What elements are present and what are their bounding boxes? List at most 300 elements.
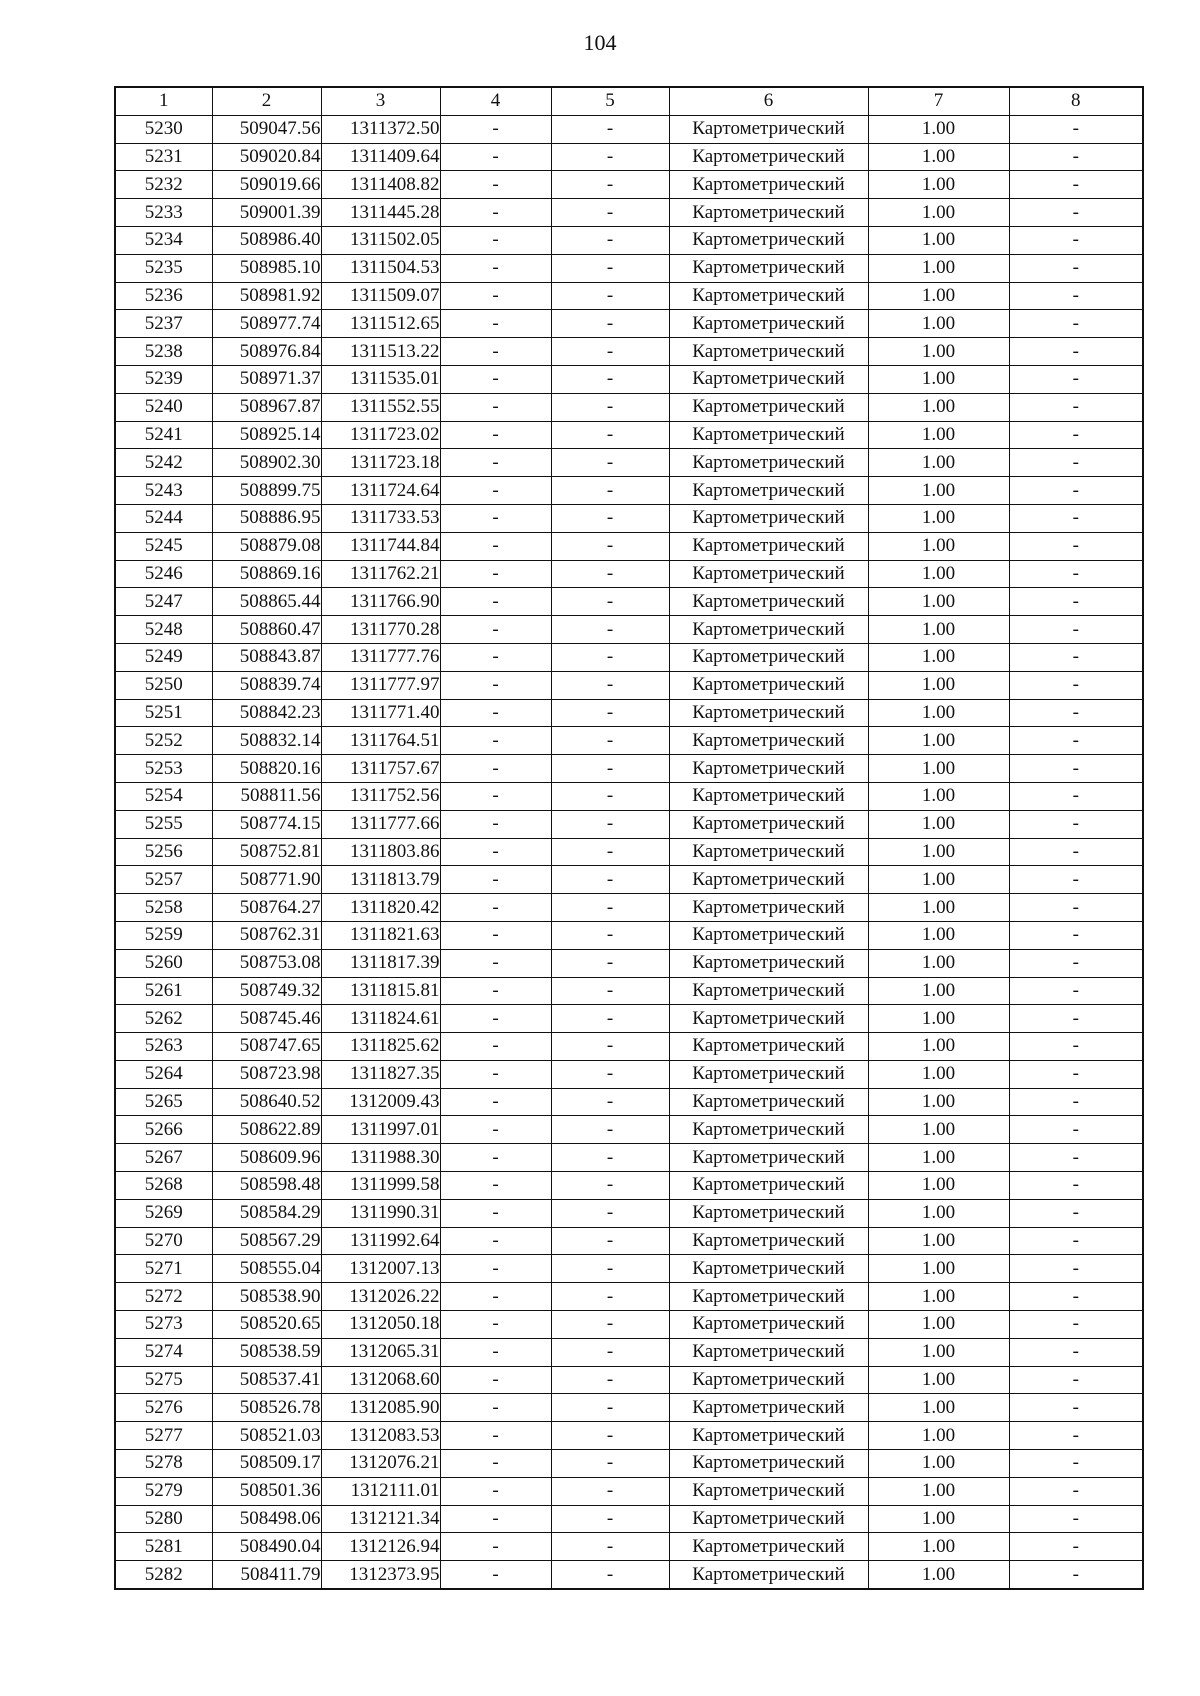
col-4-value-cell: - (440, 1366, 551, 1394)
column-header-5: 5 (551, 87, 669, 115)
x-coordinate-cell: 508521.03 (212, 1422, 321, 1450)
table-row (115, 1144, 1143, 1172)
x-coordinate-cell: 509019.66 (212, 171, 321, 199)
x-coordinate-cell: 508985.10 (212, 254, 321, 282)
x-coordinate-cell: 508598.48 (212, 1172, 321, 1200)
col-8-value-cell: - (1009, 171, 1143, 199)
col-4-value-cell: - (440, 171, 551, 199)
point-number-cell: 5273 (115, 1311, 212, 1339)
x-coordinate-cell: 508526.78 (212, 1394, 321, 1422)
col-4-value-cell: - (440, 921, 551, 949)
precision-cell: 1.00 (868, 782, 1009, 810)
col-5-value-cell: - (551, 755, 669, 783)
col-4-value-cell: - (440, 449, 551, 477)
precision-cell: 1.00 (868, 365, 1009, 393)
y-coordinate-cell: 1311997.01 (321, 1116, 440, 1144)
precision-cell: 1.00 (868, 1283, 1009, 1311)
method-cell: Картометрический (669, 1283, 868, 1311)
method-cell: Картометрический (669, 115, 868, 143)
point-number-cell: 5234 (115, 226, 212, 254)
col-4-value-cell: - (440, 143, 551, 171)
point-number-cell: 5279 (115, 1477, 212, 1505)
table-row (115, 1450, 1143, 1478)
precision-cell: 1.00 (868, 226, 1009, 254)
col-5-value-cell: - (551, 254, 669, 282)
col-4-value-cell: - (440, 1533, 551, 1561)
precision-cell: 1.00 (868, 616, 1009, 644)
x-coordinate-cell: 509020.84 (212, 143, 321, 171)
col-5-value-cell: - (551, 560, 669, 588)
col-5-value-cell: - (551, 449, 669, 477)
col-4-value-cell: - (440, 1422, 551, 1450)
col-4-value-cell: - (440, 199, 551, 227)
point-number-cell: 5239 (115, 365, 212, 393)
col-4-value-cell: - (440, 1116, 551, 1144)
x-coordinate-cell: 508555.04 (212, 1255, 321, 1283)
method-cell: Картометрический (669, 421, 868, 449)
col-8-value-cell: - (1009, 143, 1143, 171)
col-8-value-cell: - (1009, 1227, 1143, 1255)
x-coordinate-cell: 508745.46 (212, 1005, 321, 1033)
table-row (115, 1255, 1143, 1283)
col-5-value-cell: - (551, 727, 669, 755)
precision-cell: 1.00 (868, 1088, 1009, 1116)
x-coordinate-cell: 508981.92 (212, 282, 321, 310)
method-cell: Картометрический (669, 977, 868, 1005)
col-4-value-cell: - (440, 1283, 551, 1311)
x-coordinate-cell: 508977.74 (212, 310, 321, 338)
table-row (115, 894, 1143, 922)
y-coordinate-cell: 1311821.63 (321, 921, 440, 949)
precision-cell: 1.00 (868, 1366, 1009, 1394)
col-4-value-cell: - (440, 755, 551, 783)
col-8-value-cell: - (1009, 504, 1143, 532)
table-header-row (115, 87, 1143, 115)
point-number-cell: 5250 (115, 671, 212, 699)
table-row (115, 588, 1143, 616)
x-coordinate-cell: 508723.98 (212, 1060, 321, 1088)
col-8-value-cell: - (1009, 338, 1143, 366)
table-row (115, 949, 1143, 977)
precision-cell: 1.00 (868, 1533, 1009, 1561)
table-row (115, 1060, 1143, 1088)
table-row (115, 171, 1143, 199)
col-5-value-cell: - (551, 226, 669, 254)
point-number-cell: 5247 (115, 588, 212, 616)
method-cell: Картометрический (669, 671, 868, 699)
table-row (115, 699, 1143, 727)
method-cell: Картометрический (669, 699, 868, 727)
col-5-value-cell: - (551, 310, 669, 338)
method-cell: Картометрический (669, 1227, 868, 1255)
col-8-value-cell: - (1009, 1172, 1143, 1200)
col-8-value-cell: - (1009, 532, 1143, 560)
point-number-cell: 5270 (115, 1227, 212, 1255)
table-row (115, 643, 1143, 671)
method-cell: Картометрический (669, 226, 868, 254)
precision-cell: 1.00 (868, 393, 1009, 421)
y-coordinate-cell: 1311445.28 (321, 199, 440, 227)
precision-cell: 1.00 (868, 588, 1009, 616)
table-row (115, 504, 1143, 532)
y-coordinate-cell: 1312068.60 (321, 1366, 440, 1394)
point-number-cell: 5242 (115, 449, 212, 477)
col-5-value-cell: - (551, 1172, 669, 1200)
col-4-value-cell: - (440, 477, 551, 505)
point-number-cell: 5282 (115, 1561, 212, 1589)
col-8-value-cell: - (1009, 1116, 1143, 1144)
method-cell: Картометрический (669, 643, 868, 671)
x-coordinate-cell: 509001.39 (212, 199, 321, 227)
col-5-value-cell: - (551, 171, 669, 199)
col-5-value-cell: - (551, 1561, 669, 1589)
x-coordinate-cell: 508520.65 (212, 1311, 321, 1339)
table-row (115, 616, 1143, 644)
y-coordinate-cell: 1311509.07 (321, 282, 440, 310)
x-coordinate-cell: 508902.30 (212, 449, 321, 477)
col-8-value-cell: - (1009, 421, 1143, 449)
x-coordinate-cell: 508538.59 (212, 1338, 321, 1366)
x-coordinate-cell: 509047.56 (212, 115, 321, 143)
method-cell: Картометрический (669, 1311, 868, 1339)
y-coordinate-cell: 1311813.79 (321, 866, 440, 894)
table-row (115, 199, 1143, 227)
method-cell: Картометрический (669, 810, 868, 838)
col-4-value-cell: - (440, 1005, 551, 1033)
point-number-cell: 5252 (115, 727, 212, 755)
table-row (115, 1422, 1143, 1450)
method-cell: Картометрический (669, 1005, 868, 1033)
column-header-1: 1 (115, 87, 212, 115)
table-body (115, 115, 1143, 1589)
y-coordinate-cell: 1311724.64 (321, 477, 440, 505)
precision-cell: 1.00 (868, 532, 1009, 560)
table-row (115, 143, 1143, 171)
point-number-cell: 5281 (115, 1533, 212, 1561)
x-coordinate-cell: 508609.96 (212, 1144, 321, 1172)
y-coordinate-cell: 1311752.56 (321, 782, 440, 810)
col-4-value-cell: - (440, 810, 551, 838)
col-4-value-cell: - (440, 1561, 551, 1589)
point-number-cell: 5233 (115, 199, 212, 227)
col-8-value-cell: - (1009, 282, 1143, 310)
precision-cell: 1.00 (868, 199, 1009, 227)
x-coordinate-cell: 508752.81 (212, 838, 321, 866)
col-5-value-cell: - (551, 1227, 669, 1255)
precision-cell: 1.00 (868, 560, 1009, 588)
table-row (115, 1394, 1143, 1422)
method-cell: Картометрический (669, 254, 868, 282)
y-coordinate-cell: 1311513.22 (321, 338, 440, 366)
col-5-value-cell: - (551, 1199, 669, 1227)
precision-cell: 1.00 (868, 449, 1009, 477)
y-coordinate-cell: 1312126.94 (321, 1533, 440, 1561)
y-coordinate-cell: 1311502.05 (321, 226, 440, 254)
y-coordinate-cell: 1312373.95 (321, 1561, 440, 1589)
col-4-value-cell: - (440, 532, 551, 560)
y-coordinate-cell: 1311770.28 (321, 616, 440, 644)
col-5-value-cell: - (551, 1144, 669, 1172)
x-coordinate-cell: 508865.44 (212, 588, 321, 616)
table-row (115, 393, 1143, 421)
point-number-cell: 5260 (115, 949, 212, 977)
y-coordinate-cell: 1311762.21 (321, 560, 440, 588)
x-coordinate-cell: 508839.74 (212, 671, 321, 699)
col-4-value-cell: - (440, 727, 551, 755)
method-cell: Картометрический (669, 477, 868, 505)
col-4-value-cell: - (440, 1505, 551, 1533)
y-coordinate-cell: 1311512.65 (321, 310, 440, 338)
table-row (115, 1366, 1143, 1394)
table-row (115, 671, 1143, 699)
col-8-value-cell: - (1009, 1144, 1143, 1172)
column-header-4: 4 (440, 87, 551, 115)
col-8-value-cell: - (1009, 1505, 1143, 1533)
precision-cell: 1.00 (868, 477, 1009, 505)
y-coordinate-cell: 1311408.82 (321, 171, 440, 199)
method-cell: Картометрический (669, 393, 868, 421)
col-5-value-cell: - (551, 1366, 669, 1394)
col-8-value-cell: - (1009, 1311, 1143, 1339)
col-4-value-cell: - (440, 977, 551, 1005)
x-coordinate-cell: 508971.37 (212, 365, 321, 393)
page-number: 104 (583, 30, 617, 55)
col-5-value-cell: - (551, 282, 669, 310)
table-row (115, 1311, 1143, 1339)
precision-cell: 1.00 (868, 755, 1009, 783)
col-5-value-cell: - (551, 1422, 669, 1450)
col-4-value-cell: - (440, 1172, 551, 1200)
precision-cell: 1.00 (868, 1311, 1009, 1339)
method-cell: Картометрический (669, 310, 868, 338)
point-number-cell: 5235 (115, 254, 212, 282)
col-4-value-cell: - (440, 838, 551, 866)
point-number-cell: 5277 (115, 1422, 212, 1450)
col-4-value-cell: - (440, 504, 551, 532)
table-row (115, 1005, 1143, 1033)
col-8-value-cell: - (1009, 393, 1143, 421)
col-5-value-cell: - (551, 866, 669, 894)
precision-cell: 1.00 (868, 421, 1009, 449)
method-cell: Картометрический (669, 532, 868, 560)
method-cell: Картометрический (669, 171, 868, 199)
x-coordinate-cell: 508986.40 (212, 226, 321, 254)
precision-cell: 1.00 (868, 1227, 1009, 1255)
point-number-cell: 5280 (115, 1505, 212, 1533)
precision-cell: 1.00 (868, 1172, 1009, 1200)
col-5-value-cell: - (551, 1283, 669, 1311)
table-row (115, 560, 1143, 588)
col-8-value-cell: - (1009, 1477, 1143, 1505)
col-5-value-cell: - (551, 1505, 669, 1533)
precision-cell: 1.00 (868, 894, 1009, 922)
x-coordinate-cell: 508967.87 (212, 393, 321, 421)
col-8-value-cell: - (1009, 616, 1143, 644)
method-cell: Картометрический (669, 1033, 868, 1061)
y-coordinate-cell: 1312111.01 (321, 1477, 440, 1505)
method-cell: Картометрический (669, 1088, 868, 1116)
y-coordinate-cell: 1311999.58 (321, 1172, 440, 1200)
point-number-cell: 5276 (115, 1394, 212, 1422)
col-8-value-cell: - (1009, 1088, 1143, 1116)
col-4-value-cell: - (440, 115, 551, 143)
method-cell: Картометрический (669, 365, 868, 393)
point-number-cell: 5278 (115, 1450, 212, 1478)
y-coordinate-cell: 1311771.40 (321, 699, 440, 727)
point-number-cell: 5254 (115, 782, 212, 810)
col-5-value-cell: - (551, 393, 669, 421)
col-4-value-cell: - (440, 1255, 551, 1283)
col-5-value-cell: - (551, 1033, 669, 1061)
col-4-value-cell: - (440, 1199, 551, 1227)
col-8-value-cell: - (1009, 199, 1143, 227)
table-row (115, 782, 1143, 810)
method-cell: Картометрический (669, 866, 868, 894)
x-coordinate-cell: 508747.65 (212, 1033, 321, 1061)
method-cell: Картометрический (669, 1533, 868, 1561)
y-coordinate-cell: 1311733.53 (321, 504, 440, 532)
point-number-cell: 5264 (115, 1060, 212, 1088)
table-row (115, 1338, 1143, 1366)
y-coordinate-cell: 1311723.02 (321, 421, 440, 449)
y-coordinate-cell: 1311535.01 (321, 365, 440, 393)
y-coordinate-cell: 1311992.64 (321, 1227, 440, 1255)
col-5-value-cell: - (551, 782, 669, 810)
y-coordinate-cell: 1311409.64 (321, 143, 440, 171)
precision-cell: 1.00 (868, 1450, 1009, 1478)
y-coordinate-cell: 1312076.21 (321, 1450, 440, 1478)
x-coordinate-cell: 508774.15 (212, 810, 321, 838)
col-8-value-cell: - (1009, 560, 1143, 588)
col-5-value-cell: - (551, 894, 669, 922)
col-8-value-cell: - (1009, 921, 1143, 949)
point-number-cell: 5263 (115, 1033, 212, 1061)
method-cell: Картометрический (669, 199, 868, 227)
y-coordinate-cell: 1311817.39 (321, 949, 440, 977)
table-row (115, 1033, 1143, 1061)
y-coordinate-cell: 1311777.76 (321, 643, 440, 671)
precision-cell: 1.00 (868, 1394, 1009, 1422)
col-4-value-cell: - (440, 282, 551, 310)
table-row (115, 977, 1143, 1005)
table-row (115, 115, 1143, 143)
col-5-value-cell: - (551, 199, 669, 227)
col-5-value-cell: - (551, 1116, 669, 1144)
method-cell: Картометрический (669, 588, 868, 616)
point-number-cell: 5249 (115, 643, 212, 671)
y-coordinate-cell: 1311777.97 (321, 671, 440, 699)
col-5-value-cell: - (551, 671, 669, 699)
method-cell: Картометрический (669, 1116, 868, 1144)
precision-cell: 1.00 (868, 171, 1009, 199)
col-8-value-cell: - (1009, 1060, 1143, 1088)
x-coordinate-cell: 508538.90 (212, 1283, 321, 1311)
col-4-value-cell: - (440, 560, 551, 588)
column-header-7: 7 (868, 87, 1009, 115)
col-4-value-cell: - (440, 1088, 551, 1116)
precision-cell: 1.00 (868, 310, 1009, 338)
col-5-value-cell: - (551, 838, 669, 866)
method-cell: Картометрический (669, 1255, 868, 1283)
col-8-value-cell: - (1009, 1533, 1143, 1561)
precision-cell: 1.00 (868, 282, 1009, 310)
table-row (115, 1199, 1143, 1227)
precision-cell: 1.00 (868, 1005, 1009, 1033)
col-8-value-cell: - (1009, 115, 1143, 143)
y-coordinate-cell: 1312085.90 (321, 1394, 440, 1422)
table-row (115, 254, 1143, 282)
col-5-value-cell: - (551, 977, 669, 1005)
col-5-value-cell: - (551, 532, 669, 560)
x-coordinate-cell: 508976.84 (212, 338, 321, 366)
y-coordinate-cell: 1312065.31 (321, 1338, 440, 1366)
method-cell: Картометрический (669, 449, 868, 477)
point-number-cell: 5256 (115, 838, 212, 866)
x-coordinate-cell: 508537.41 (212, 1366, 321, 1394)
y-coordinate-cell: 1311824.61 (321, 1005, 440, 1033)
col-4-value-cell: - (440, 699, 551, 727)
col-5-value-cell: - (551, 504, 669, 532)
col-5-value-cell: - (551, 1394, 669, 1422)
method-cell: Картометрический (669, 1144, 868, 1172)
precision-cell: 1.00 (868, 1199, 1009, 1227)
x-coordinate-cell: 508622.89 (212, 1116, 321, 1144)
y-coordinate-cell: 1311825.62 (321, 1033, 440, 1061)
x-coordinate-cell: 508411.79 (212, 1561, 321, 1589)
table-row (115, 1533, 1143, 1561)
precision-cell: 1.00 (868, 838, 1009, 866)
col-5-value-cell: - (551, 643, 669, 671)
point-number-cell: 5251 (115, 699, 212, 727)
y-coordinate-cell: 1311764.51 (321, 727, 440, 755)
method-cell: Картометрический (669, 1450, 868, 1478)
y-coordinate-cell: 1311777.66 (321, 810, 440, 838)
col-4-value-cell: - (440, 643, 551, 671)
col-5-value-cell: - (551, 921, 669, 949)
precision-cell: 1.00 (868, 1255, 1009, 1283)
col-8-value-cell: - (1009, 254, 1143, 282)
y-coordinate-cell: 1312083.53 (321, 1422, 440, 1450)
point-number-cell: 5274 (115, 1338, 212, 1366)
y-coordinate-cell: 1311990.31 (321, 1199, 440, 1227)
col-8-value-cell: - (1009, 1283, 1143, 1311)
precision-cell: 1.00 (868, 810, 1009, 838)
x-coordinate-cell: 508640.52 (212, 1088, 321, 1116)
col-5-value-cell: - (551, 365, 669, 393)
point-number-cell: 5238 (115, 338, 212, 366)
precision-cell: 1.00 (868, 115, 1009, 143)
x-coordinate-cell: 508811.56 (212, 782, 321, 810)
method-cell: Картометрический (669, 1477, 868, 1505)
col-4-value-cell: - (440, 310, 551, 338)
x-coordinate-cell: 508509.17 (212, 1450, 321, 1478)
precision-cell: 1.00 (868, 1477, 1009, 1505)
col-8-value-cell: - (1009, 1422, 1143, 1450)
precision-cell: 1.00 (868, 1561, 1009, 1589)
col-4-value-cell: - (440, 338, 551, 366)
point-number-cell: 5243 (115, 477, 212, 505)
col-4-value-cell: - (440, 393, 551, 421)
precision-cell: 1.00 (868, 727, 1009, 755)
col-5-value-cell: - (551, 1533, 669, 1561)
col-4-value-cell: - (440, 894, 551, 922)
table-row (115, 310, 1143, 338)
col-8-value-cell: - (1009, 477, 1143, 505)
col-8-value-cell: - (1009, 310, 1143, 338)
y-coordinate-cell: 1311827.35 (321, 1060, 440, 1088)
col-4-value-cell: - (440, 1060, 551, 1088)
y-coordinate-cell: 1311744.84 (321, 532, 440, 560)
